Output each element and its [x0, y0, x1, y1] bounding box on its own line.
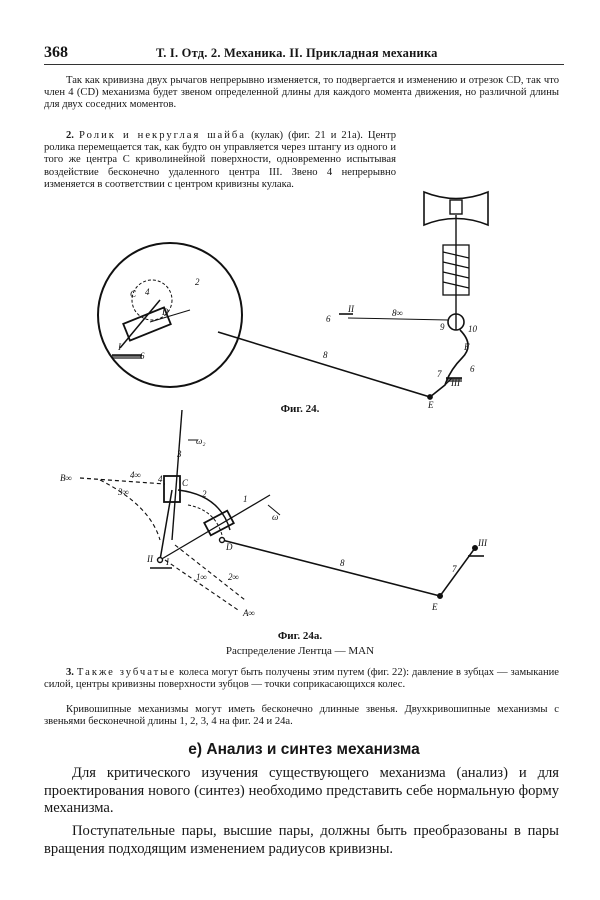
- fig24-label-i: I: [118, 342, 121, 352]
- fig24a-omega: ω: [272, 512, 279, 522]
- fig24-label-10: 10: [468, 324, 477, 334]
- body-paragraph-2: Поступательные пары, высшие пары, должны быть преобразованы в пары вращения подходящим изменением радиусов кривизны.: [44, 823, 559, 857]
- fig24a-4inf: 4∞: [130, 470, 141, 480]
- fig24-label-7: 7: [437, 369, 442, 379]
- fig24a-label-8: 8: [340, 558, 345, 568]
- fig24a-caption: Фиг. 24a.: [277, 630, 323, 642]
- fig24a-1inf: 1∞: [196, 572, 207, 582]
- fig24a-omega2: ω₂: [196, 436, 206, 446]
- fig24a-label-2: 2: [202, 489, 207, 499]
- fig24-label-8inf: 8∞: [392, 308, 403, 318]
- item3-paragraph: [44, 667, 559, 691]
- fig24a-label-1: 1: [243, 494, 248, 504]
- fig24a-3inf: 3∞: [118, 487, 129, 497]
- fig24-label-ii: II: [348, 304, 354, 314]
- fig24a-label-3: 3: [177, 449, 182, 459]
- fig24-label-2: 2: [195, 277, 200, 287]
- fig24a-2inf: 2∞: [228, 572, 239, 582]
- fig24-label-6: 6: [140, 351, 145, 361]
- fig24-label-f: F: [464, 342, 470, 352]
- fig24a-ainf: A∞: [243, 608, 255, 618]
- item2-text: (кулак) (фиг. 21 и 21a). Центр ролика перемещается так, как будто он управляется через штангу из одного и того же центра C криволинейной поверхности, одновременно испытывая воздействие бесконечно удаленного центра III. Звено 4 непрерывно изменяется в соответствии с центром кривизны кулака.: [44, 130, 397, 190]
- fig24a-label-d: D: [226, 542, 233, 552]
- fig24-label-4: 4: [145, 287, 150, 297]
- fig24-label-8: 8: [323, 350, 328, 360]
- item3-title: Также зубчатые: [76, 667, 177, 678]
- body-paragraph-1: Для критического изучения существующего механизма (анализ) и для проектирования нового (синтез) необходимо представить себе нормальную форму механизма.: [44, 765, 559, 817]
- fig24a-label-4: 4: [158, 474, 163, 484]
- fig24-label-iii: III: [451, 378, 460, 388]
- intro-paragraph: Так как кривизна двух рычагов непрерывно изменяется, то подвергается и изменению и отрезок CD, так что член 4 (CD) механизма будет звеном определенной длины для каждого момента движения, но различной длины для двух соседних моментов.: [44, 75, 559, 111]
- fig24a-subcaption: Распределение Лентца — MAN: [225, 645, 375, 657]
- item3-text: колеса могут быть получены этим путем (фиг. 22): давление в зубцах — замыкание силой, центры кривизны поверхности зубцов — точки соприкасающихся колес.: [44, 667, 559, 691]
- fig24a-label-e: E: [432, 602, 438, 612]
- fig24-caption: Фиг. 24.: [280, 403, 320, 415]
- page-number: 368: [44, 44, 68, 61]
- fig24-label-c: C: [130, 289, 137, 299]
- fig24a-label-c: C: [182, 478, 189, 488]
- fig24-label-9: 9: [440, 322, 445, 332]
- fig24-label-6c: 6: [470, 364, 475, 374]
- section-heading: е) Анализ и синтез механизма: [188, 741, 420, 758]
- fig24-label-d: D: [162, 307, 169, 317]
- fig24a-label-7: 7: [452, 564, 457, 574]
- fig24a-label-ii: II: [147, 554, 153, 564]
- fig24a-label-i: I: [166, 557, 169, 567]
- item2-number: 2.: [66, 130, 74, 141]
- fig24-label-e: E: [428, 400, 434, 410]
- fig24a-label-iii: III: [478, 538, 487, 548]
- item2-title: Ролик и некруглая шайба: [79, 130, 246, 141]
- fig24a-binf: B∞: [60, 473, 72, 483]
- item3-number: 3.: [66, 667, 74, 678]
- crank-paragraph: Кривошипные механизмы могут иметь бесконечно длинные звенья. Двухкривошипные механизмы с звеньями бесконечной длины 1, 2, 3, 4 на фиг. 24 и 24a.: [44, 704, 559, 728]
- running-title: Т. I. Отд. 2. Механика. II. Прикладная механика: [156, 46, 438, 60]
- fig24-label-6b: 6: [326, 314, 331, 324]
